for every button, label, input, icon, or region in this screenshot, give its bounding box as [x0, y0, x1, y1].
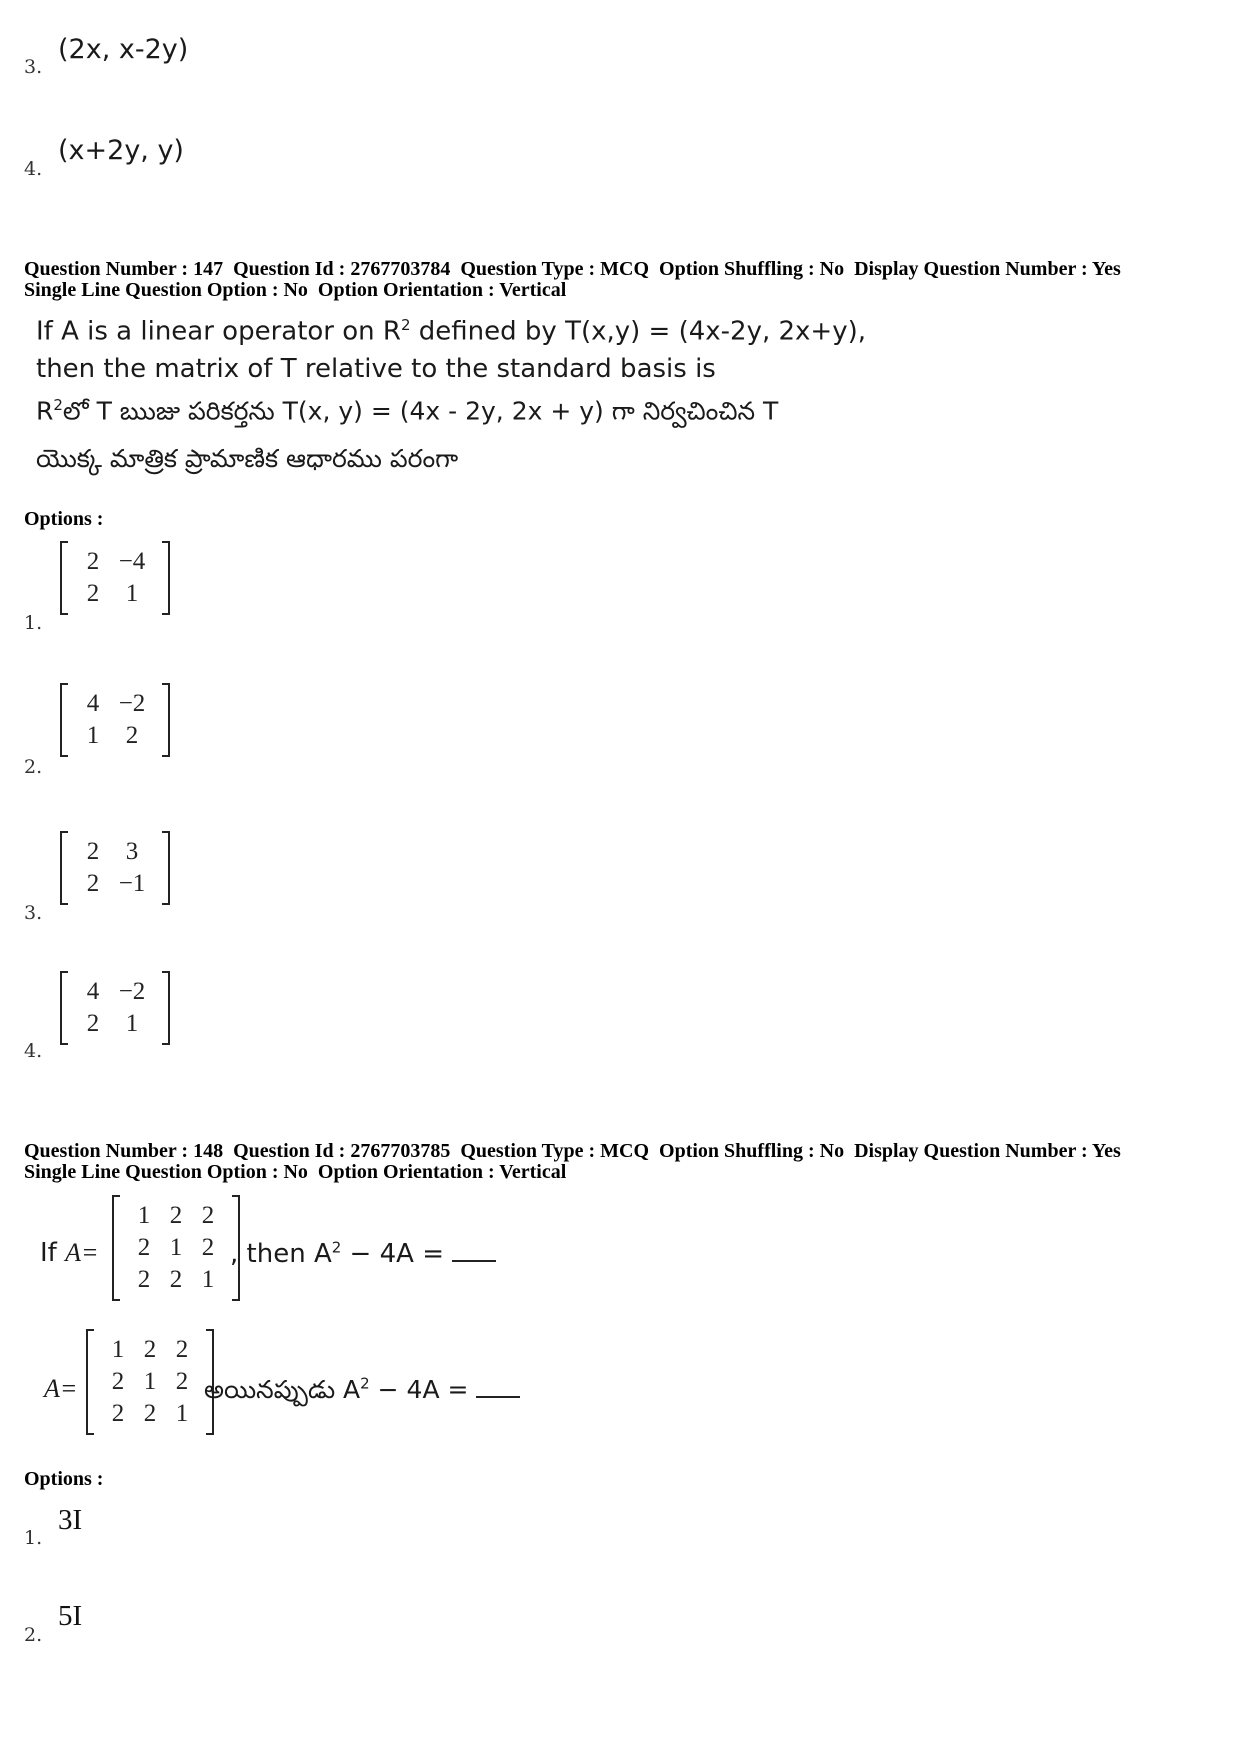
q148-option-1-number: 1. — [24, 1527, 43, 1549]
question-148-text-te-suffix: అయినప్పుడు $A^2 - 4A$ = — [204, 1374, 520, 1411]
question-148-matrix-te: 1 2 2 2 1 2 2 2 1 — [86, 1330, 214, 1434]
option-1-matrix: 2 −4 2 1 — [60, 542, 170, 614]
option-2-number: 2. — [24, 756, 43, 778]
options-label: Options : — [24, 508, 104, 530]
option-4-number: 4. — [24, 1040, 43, 1062]
question-147-meta: Question Number : 147 Question Id : 2767703784 Question Type : MCQ Option Shuffling : No Display Question Number : Yes Single Line Question Option : No Option Orientation : Vertical — [24, 258, 1121, 301]
option-3-number: 3. — [24, 56, 43, 78]
question-147-text-en-line1: If A is a linear operator on $R^2$ defined by T(x,y) = (4x-2y, 2x+y), — [36, 316, 867, 347]
q148-option-2-number: 2. — [24, 1624, 43, 1646]
question-148-meta: Question Number : 148 Question Id : 2767703785 Question Type : MCQ Option Shuffling : No Display Question Number : Yes Single Line Question Option : No Option Orientation : Vertical — [24, 1140, 1121, 1183]
option-1-number: 1. — [24, 612, 43, 634]
options-label-148: Options : — [24, 1468, 104, 1490]
question-147-text-en-line2: then the matrix of T relative to the standard basis is — [36, 354, 716, 384]
q148-option-2-text: 5I — [58, 1600, 83, 1632]
question-148-text-te-prefix: A= — [44, 1374, 78, 1403]
option-2-matrix: 4 −2 1 2 — [60, 684, 170, 756]
question-148-matrix-en: 1 2 2 2 1 2 2 2 1 — [112, 1196, 240, 1300]
question-147-text-te-line1: $R^2లో$ T ఋజు పరికర్తను T(x, y) = (4x - 2y, 2x + y) గా నిర్వచించిన T — [36, 396, 779, 426]
option-4-text: (x+2y, y) — [58, 135, 184, 166]
option-3-text: (2x, x-2y) — [58, 34, 189, 65]
option-4-number: 4. — [24, 158, 43, 180]
question-148-text-en-suffix: , then $A^2 - 4A$ = — [230, 1238, 496, 1269]
option-3-number: 3. — [24, 902, 43, 924]
option-3-matrix: 2 3 2 −1 — [60, 832, 170, 904]
question-147-text-te-line2: యొక్క మాత్రిక ప్రామాణిక ఆధారము పరంగా — [36, 444, 459, 473]
option-4-matrix: 4 −2 2 1 — [60, 972, 170, 1044]
question-148-text-en-prefix: If A= — [40, 1238, 99, 1268]
q148-option-1-text: 3I — [58, 1504, 83, 1536]
